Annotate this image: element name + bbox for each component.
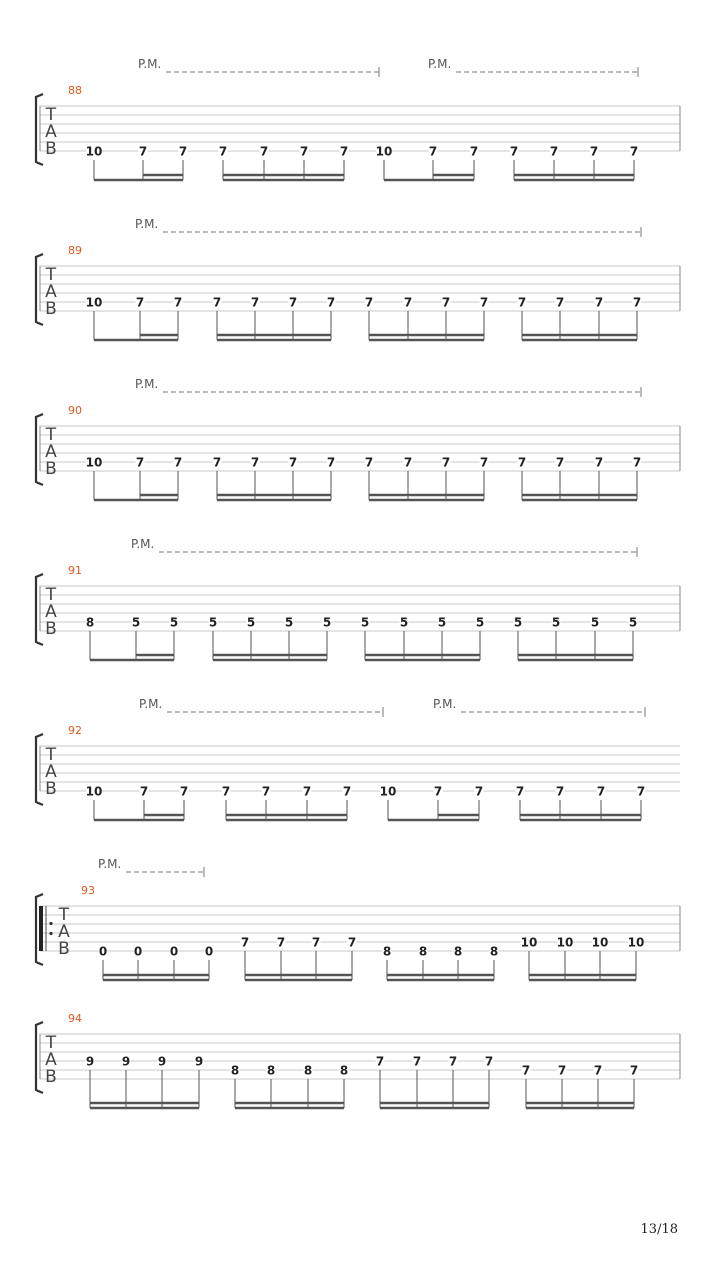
fret-number: 7 xyxy=(240,935,250,950)
tab-clef-letter: T xyxy=(45,745,57,765)
tab-clef-letter: A xyxy=(45,1050,57,1070)
fret-number: 7 xyxy=(250,455,260,470)
fret-number: 7 xyxy=(364,455,374,470)
measure-number: 94 xyxy=(68,1012,82,1025)
fret-number: 0 xyxy=(169,944,179,959)
fret-number: 0 xyxy=(133,944,143,959)
fret-number: 7 xyxy=(299,144,309,159)
fret-number: 9 xyxy=(121,1054,131,1069)
palm-mute-label: P.M. xyxy=(131,537,155,551)
tab-clef-letter: B xyxy=(45,459,57,479)
fret-number: 7 xyxy=(636,784,646,799)
fret-number: 7 xyxy=(173,295,183,310)
fret-number: 7 xyxy=(221,784,231,799)
fret-number: 10 xyxy=(85,295,103,310)
fret-number: 8 xyxy=(418,944,428,959)
fret-number: 5 xyxy=(475,615,485,630)
repeat-dot xyxy=(49,932,52,935)
palm-mute-label: P.M. xyxy=(135,217,159,231)
fret-number: 8 xyxy=(382,944,392,959)
fret-number: 7 xyxy=(326,295,336,310)
fret-number: 7 xyxy=(250,295,260,310)
fret-number: 9 xyxy=(194,1054,204,1069)
fret-number: 5 xyxy=(590,615,600,630)
fret-number: 5 xyxy=(551,615,561,630)
fret-number: 7 xyxy=(632,295,642,310)
fret-number: 5 xyxy=(208,615,218,630)
fret-number: 7 xyxy=(593,1063,603,1078)
fret-number: 7 xyxy=(288,455,298,470)
fret-number: 7 xyxy=(178,144,188,159)
fret-number: 7 xyxy=(212,455,222,470)
fret-number: 7 xyxy=(135,295,145,310)
fret-number: 7 xyxy=(557,1063,567,1078)
fret-number: 10 xyxy=(85,144,103,159)
fret-number: 7 xyxy=(589,144,599,159)
tab-clef-letter: T xyxy=(45,265,57,285)
fret-number: 7 xyxy=(139,784,149,799)
palm-mute-label: P.M. xyxy=(98,857,122,871)
tab-clef-letter: T xyxy=(58,905,70,925)
fret-number: 7 xyxy=(469,144,479,159)
fret-number: 10 xyxy=(520,935,538,950)
fret-number: 7 xyxy=(261,784,271,799)
tab-clef-letter: T xyxy=(45,1033,57,1053)
fret-number: 8 xyxy=(230,1063,240,1078)
tab-clef-letter: A xyxy=(45,762,57,782)
palm-mute-label: P.M. xyxy=(433,697,457,711)
fret-number: 5 xyxy=(322,615,332,630)
tab-system xyxy=(36,57,680,180)
fret-number: 7 xyxy=(441,455,451,470)
fret-number: 7 xyxy=(403,455,413,470)
fret-number: 7 xyxy=(326,455,336,470)
tab-clef-letter: B xyxy=(58,939,70,959)
tab-system xyxy=(36,217,680,340)
fret-number: 7 xyxy=(212,295,222,310)
fret-number: 7 xyxy=(364,295,374,310)
palm-mute-label: P.M. xyxy=(138,57,162,71)
tab-clef-letter: A xyxy=(45,602,57,622)
tab-clef-letter: B xyxy=(45,619,57,639)
fret-number: 8 xyxy=(453,944,463,959)
fret-number: 7 xyxy=(259,144,269,159)
fret-number: 7 xyxy=(549,144,559,159)
fret-number: 8 xyxy=(489,944,499,959)
tab-clef-letter: A xyxy=(45,282,57,302)
fret-number: 8 xyxy=(303,1063,313,1078)
measure-number: 91 xyxy=(68,564,82,577)
fret-number: 7 xyxy=(484,1054,494,1069)
fret-number: 7 xyxy=(288,295,298,310)
fret-number: 7 xyxy=(339,144,349,159)
repeat-dot xyxy=(49,922,52,925)
measure-number: 90 xyxy=(68,404,82,417)
tab-system xyxy=(36,1012,680,1108)
fret-number: 7 xyxy=(441,295,451,310)
fret-number: 5 xyxy=(437,615,447,630)
tab-clef-letter: B xyxy=(45,779,57,799)
fret-number: 7 xyxy=(135,455,145,470)
fret-number: 7 xyxy=(555,784,565,799)
fret-number: 7 xyxy=(375,1054,385,1069)
fret-number: 5 xyxy=(284,615,294,630)
fret-number: 5 xyxy=(169,615,179,630)
palm-mute-label: P.M. xyxy=(139,697,163,711)
fret-number: 7 xyxy=(311,935,321,950)
fret-number: 7 xyxy=(479,295,489,310)
tab-clef-letter: T xyxy=(45,105,57,125)
tab-system xyxy=(36,697,680,820)
fret-number: 7 xyxy=(632,455,642,470)
measure-number: 92 xyxy=(68,724,82,737)
fret-number: 10 xyxy=(375,144,393,159)
fret-number: 7 xyxy=(448,1054,458,1069)
fret-number: 7 xyxy=(428,144,438,159)
fret-number: 7 xyxy=(479,455,489,470)
measure-number: 88 xyxy=(68,84,82,97)
fret-number: 5 xyxy=(246,615,256,630)
page-number: 13/18 xyxy=(640,1222,678,1237)
fret-number: 7 xyxy=(509,144,519,159)
fret-number: 7 xyxy=(629,144,639,159)
tab-clef-letter: A xyxy=(58,922,70,942)
fret-number: 10 xyxy=(591,935,609,950)
fret-number: 10 xyxy=(556,935,574,950)
fret-number: 7 xyxy=(412,1054,422,1069)
fret-number: 9 xyxy=(85,1054,95,1069)
tab-system xyxy=(36,857,680,980)
fret-number: 7 xyxy=(218,144,228,159)
fret-number: 7 xyxy=(515,784,525,799)
palm-mute-label: P.M. xyxy=(135,377,159,391)
fret-number: 7 xyxy=(521,1063,531,1078)
tab-clef-letter: A xyxy=(45,122,57,142)
tab-clef-letter: B xyxy=(45,299,57,319)
fret-number: 0 xyxy=(204,944,214,959)
fret-number: 10 xyxy=(627,935,645,950)
fret-number: 7 xyxy=(342,784,352,799)
fret-number: 7 xyxy=(517,455,527,470)
tab-clef-letter: A xyxy=(45,442,57,462)
fret-number: 8 xyxy=(266,1063,276,1078)
tab-clef-letter: T xyxy=(45,425,57,445)
fret-number: 7 xyxy=(276,935,286,950)
fret-number: 7 xyxy=(403,295,413,310)
fret-number: 7 xyxy=(596,784,606,799)
fret-number: 7 xyxy=(555,455,565,470)
fret-number: 8 xyxy=(85,615,95,630)
fret-number: 10 xyxy=(85,784,103,799)
tab-clef-letter: B xyxy=(45,1067,57,1087)
fret-number: 7 xyxy=(179,784,189,799)
tab-system xyxy=(36,537,680,660)
fret-number: 7 xyxy=(138,144,148,159)
tab-system xyxy=(36,377,680,500)
fret-number: 7 xyxy=(347,935,357,950)
fret-number: 5 xyxy=(628,615,638,630)
fret-number: 5 xyxy=(131,615,141,630)
fret-number: 8 xyxy=(339,1063,349,1078)
tab-clef-letter: B xyxy=(45,139,57,159)
fret-number: 9 xyxy=(157,1054,167,1069)
fret-number: 7 xyxy=(433,784,443,799)
fret-number: 5 xyxy=(399,615,409,630)
tab-clef-letter: T xyxy=(45,585,57,605)
fret-number: 0 xyxy=(98,944,108,959)
fret-number: 10 xyxy=(85,455,103,470)
fret-number: 7 xyxy=(302,784,312,799)
fret-number: 7 xyxy=(594,295,604,310)
fret-number: 5 xyxy=(360,615,370,630)
fret-number: 10 xyxy=(379,784,397,799)
fret-number: 7 xyxy=(555,295,565,310)
fret-number: 7 xyxy=(594,455,604,470)
fret-number: 7 xyxy=(474,784,484,799)
measure-number: 93 xyxy=(81,884,95,897)
fret-number: 7 xyxy=(629,1063,639,1078)
palm-mute-label: P.M. xyxy=(428,57,452,71)
fret-number: 5 xyxy=(513,615,523,630)
measure-number: 89 xyxy=(68,244,82,257)
fret-number: 7 xyxy=(173,455,183,470)
fret-number: 7 xyxy=(517,295,527,310)
